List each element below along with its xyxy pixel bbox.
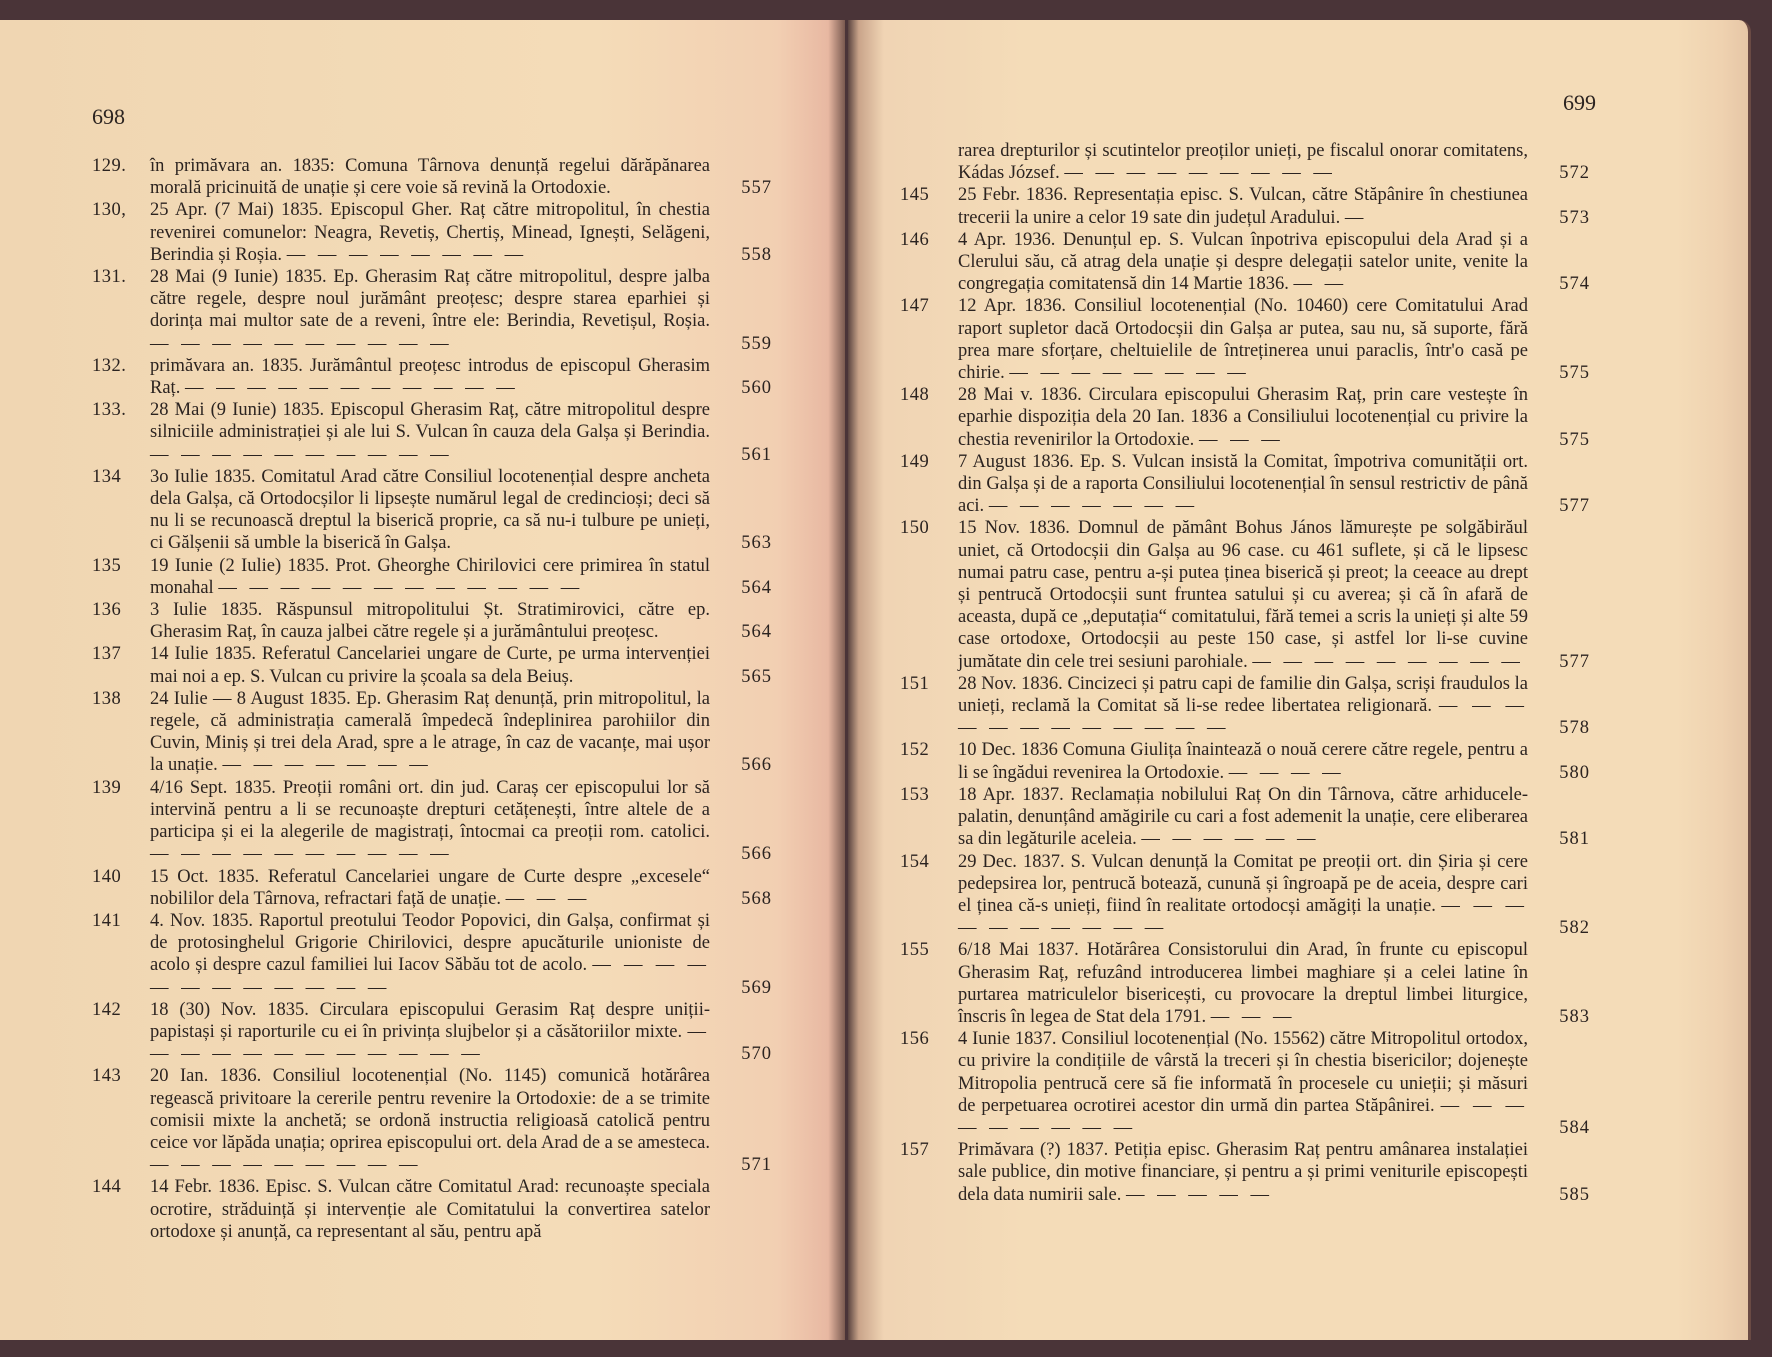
leader-dashes: — — — — — — — — — — xyxy=(958,895,1529,939)
entry-body xyxy=(958,229,1590,296)
page-reference: 577 xyxy=(1559,496,1590,517)
page-reference: 565 xyxy=(741,666,772,687)
page-number: 698 xyxy=(92,104,125,129)
entry-number: 137 xyxy=(92,644,122,665)
entry-text: 18 (30) Nov. 1835. Circulara episcopului Gerasim Raț despre uniții-papistași și raporturile cu ei în privința slujbelor și a căsătoriilor mixte. xyxy=(150,999,710,1042)
list-item xyxy=(92,155,772,199)
entry-number: 131. xyxy=(92,267,127,288)
list-item xyxy=(92,1176,772,1243)
entry-body xyxy=(958,939,1590,1028)
entry-text: 14 Iulie 1835. Referatul Cancelariei ungare de Curte, pe urma intervenției mai noi a ep. S. Vulcan cu privire la școala sa dela Beiuș. xyxy=(150,644,710,687)
leader-dashes: — — — xyxy=(505,888,591,909)
entry-text: 4. Nov. 1835. Raportul preotului Teodor Popovici, din Galșa, confirmat și de protosinghelul Grigorie Chirilovici, despre apucăturile unioniste de acolo și despre cazul familiei lui Iacov Săbău tot de acolo. xyxy=(150,910,710,976)
leader-dashes: — — — — xyxy=(1228,762,1345,783)
leader-dashes: — — — — — — xyxy=(1141,829,1320,850)
leader-dashes: — — — — — — — — — — — — xyxy=(150,1021,711,1065)
list-item xyxy=(92,355,772,399)
leader-dashes: — — — — — — — — — — — — xyxy=(958,696,1529,739)
entry-text: 28 Mai (9 Iunie) 1835. Ep. Gherasim Raț către mitropolitul, despre jalba către regele, despre noul jurământ preoțesc; despre starea eparhiei și dorința mai multor sate de a reveni, între ele: Berindia, Revetișul, Roșia. xyxy=(150,267,710,332)
entry-text: primăvara an. 1835. Jurământul preoțesc introdus de episcopul Gherasim Raț. xyxy=(150,355,710,399)
entry-number: 132. xyxy=(92,355,127,376)
list-item xyxy=(900,184,1590,228)
entry-body xyxy=(150,155,772,199)
leader-dashes: — — — — — xyxy=(1125,1184,1273,1205)
page-reference: 572 xyxy=(1559,163,1590,184)
leader-dashes: — — — — — — — — — — xyxy=(150,844,453,865)
page-reference: 584 xyxy=(1559,1117,1590,1138)
entry-body xyxy=(958,384,1590,451)
list-item xyxy=(900,295,1590,384)
entry-body xyxy=(150,266,772,355)
entry-number: 156 xyxy=(900,1029,930,1050)
entry-number: 139 xyxy=(92,777,122,798)
list-item xyxy=(92,866,772,910)
entry-text: 28 Nov. 1836. Cincizeci și patru capi de familie din Galșa, scriși fraudulos la unieți, reclamă la Comitat să li-se redee libertatea religionară. xyxy=(958,673,1528,717)
page-reference: 566 xyxy=(741,844,772,865)
entry-body xyxy=(958,1028,1590,1139)
entry-number: 142 xyxy=(92,999,122,1020)
entry-body xyxy=(958,517,1590,672)
entry-body xyxy=(150,1176,772,1243)
entry-text: rarea drepturilor și scutintelor preoților unieți, pe fiscalul onorar comitatens, Kádas József. xyxy=(958,141,1528,184)
page-reference: 559 xyxy=(741,333,772,354)
page-reference: 578 xyxy=(1559,718,1590,739)
list-item xyxy=(900,784,1590,851)
entry-number: 129. xyxy=(92,156,127,176)
entry-text: 3o Iulie 1835. Comitatul Arad către Consiliul locotenențial despre ancheta dela Galșa, că Ortodocșilor li lipsește numărul legal de credincioși; deci să nu li se recunoască dreptul la biserică proprie, ca să nu-i tulbure pe unieți, ci Gălșenii să umble la biserică în Galșa. xyxy=(150,466,710,554)
left-page xyxy=(0,20,845,1340)
list-item xyxy=(900,229,1590,296)
entry-number: 143 xyxy=(92,1066,122,1087)
entry-text: 4/16 Sept. 1835. Preoții români ort. din jud. Caraș cer episcopului lor să intervină pentru a li se recunoaște drepturi cetățenești, între altele de a participa și ei la alegerile de magistrați, întocmai ca preoții rom. catolici. xyxy=(150,777,710,843)
leader-dashes: — — — — — — — — xyxy=(1009,363,1250,384)
entry-text: 4 Iunie 1837. Consiliul locotenențial (No. 15562) către Mitropolitul ortodox, cu privire la condițiile de vârstă la treceri și în chestia bisericilor; dojenește Mitropolia pentrucă cere să fie informată în procesele cu unieții; și măsuri de perpetuarea ocrotirei acestor din urmă din partea Stăpânirei. xyxy=(958,1029,1528,1116)
list-item xyxy=(92,266,772,355)
entry-text: 6/18 Mai 1837. Hotărârea Consistorului din Arad, în frunte cu episcopul Gherasim Raț, refuzând introducerea limbei maghiare și a celei latine în purtarea matriculelor bisericești, cu provocare la dreptul limbei liturgice, înscris în legea de Stat dela 1791. xyxy=(958,940,1528,1027)
page-reference: 573 xyxy=(1559,207,1590,228)
list-item xyxy=(92,1065,772,1176)
entry-text: 15 Nov. 1836. Domnul de pământ Bohus János lămurește pe solgăbirăul uniet, că Ortodocșii din Galșa au 96 case. cu 461 suflete, și că le lipsesc numai patru case, pentru a-și putea ținea biserică și preot; la ceeace au drept și pentrucă Ortodocșii sunt fruntea satului și cu averea; și că în afară de aceasta, după ce „deputația“ comitatului, fără temei a scris la unieți și alte 59 case ortodoxe, Ortodocșii au peste 150 case, și astfel lor li-se cuvine jumătate din cele trei sesiuni parohiale. xyxy=(958,518,1528,672)
list-item xyxy=(92,555,772,599)
entry-number: 134 xyxy=(92,466,122,487)
leader-dashes: — — — — — — — xyxy=(988,496,1199,517)
page-reference: 583 xyxy=(1559,1006,1590,1027)
page-reference: 569 xyxy=(741,977,772,998)
list-item xyxy=(92,910,772,999)
page-reference: 566 xyxy=(741,755,772,776)
list-item xyxy=(92,777,772,866)
leader-dashes: — — — xyxy=(1210,1006,1296,1027)
list-item xyxy=(900,140,1590,184)
entry-body xyxy=(150,866,772,910)
page-number: 699 xyxy=(1563,90,1596,115)
leader-dashes: — — — — — — — xyxy=(222,755,432,776)
entry-text: 10 Dec. 1836 Comuna Giulița înaintează o nouă cerere către regele, pentru a li se îngădui revenirea la Ortodoxie. xyxy=(958,740,1528,783)
entry-number: 150 xyxy=(900,518,930,539)
leader-dashes: — — — — — — — — — xyxy=(1064,163,1336,184)
entry-body xyxy=(150,910,772,999)
list-item xyxy=(92,399,772,466)
leader-dashes: — — — — — — — — — — xyxy=(150,444,453,465)
entry-text: 4 Apr. 1936. Denunțul ep. S. Vulcan înpotriva episcopului dela Arad și a Clerului său, că atrag dela unație și despre delegații satelor unite, venite la congregația comitatensă din 14 Martie 1836. xyxy=(958,229,1528,295)
entry-body xyxy=(150,999,772,1066)
entry-body xyxy=(150,688,772,777)
entry-text: 7 August 1836. Ep. S. Vulcan insistă la Comitat, împotriva comunității ort. din Galșa și de a raporta Consiliului locotenențial în sensul restrictiv de până aci. xyxy=(958,451,1528,517)
entry-list xyxy=(900,140,1590,1206)
entry-body xyxy=(150,399,772,466)
page-reference: 575 xyxy=(1559,429,1590,450)
list-item xyxy=(900,384,1590,451)
list-item xyxy=(900,517,1590,672)
entry-text: 29 Dec. 1837. S. Vulcan denunță la Comitat pe preoții ort. din Șiria și cere pedepsirea lor, pentrucă botează, cunună și îngroapă pe de aceia, despre cari el ținea că-s unieți, fiind în realitate ortodocși amăgiți la unație. xyxy=(958,851,1528,916)
entry-number: 148 xyxy=(900,385,930,406)
entry-number: 138 xyxy=(92,688,122,709)
entry-text: în primăvara an. 1835: Comuna Târnova denunță regelui dărăpănarea morală pricinuită de unație și cere voie să revină la Ortodoxie. xyxy=(150,156,710,199)
entry-body xyxy=(958,140,1590,184)
list-item xyxy=(92,199,772,266)
list-item xyxy=(900,1028,1590,1139)
entry-number: 149 xyxy=(900,451,930,472)
leader-dashes: — — — — — — — — xyxy=(286,244,528,265)
leader-dashes: — xyxy=(1344,207,1368,228)
page-reference: 581 xyxy=(1559,829,1590,850)
leader-dashes: — — xyxy=(1293,274,1348,295)
entry-number: 136 xyxy=(92,600,122,621)
leader-dashes: — — — — — — — — — xyxy=(1252,651,1524,672)
leader-dashes: — — — — — — — — — — — — xyxy=(218,577,584,598)
page-reference: 582 xyxy=(1559,918,1590,939)
entry-body xyxy=(958,295,1590,384)
list-item xyxy=(92,599,772,643)
entry-body xyxy=(150,1065,772,1176)
entry-number: 157 xyxy=(900,1140,930,1161)
entry-number: 135 xyxy=(92,555,122,576)
list-item xyxy=(900,851,1590,940)
right-page xyxy=(848,20,1751,1340)
entry-number: 130, xyxy=(92,200,127,221)
entry-text: 20 Ian. 1836. Consiliul locotenențial (No. 1145) comunică hotărârea regească privitoare la cererile pentru revenire la Ortodoxie: de a se trimite comisii mixte la anchetă; se ordonă instructia religioasă catolică pentru ceice vor lăpăda unația; oprirea episcopului ort. dela Arad de a se amesteca. xyxy=(150,1066,710,1153)
entry-body xyxy=(958,184,1590,228)
entry-body xyxy=(150,355,772,399)
leader-dashes: — — — — — — — — — xyxy=(958,1095,1529,1138)
page-reference: 580 xyxy=(1559,762,1590,783)
page-reference: 564 xyxy=(741,577,772,598)
page-reference: 585 xyxy=(1559,1184,1590,1205)
entry-number: 140 xyxy=(92,866,122,887)
entry-text: 12 Apr. 1836. Consiliul locotenențial (No. 10460) cere Comitatului Arad raport supletor dacă Ortodocșii din Galșa ar putea, sau nu, să suporte, fără prea mare sforțare, cheltuielile de întreținerea unui paraclis, într'o casă pe chirie. xyxy=(958,296,1528,384)
page-reference: 558 xyxy=(741,244,772,265)
leader-dashes: — — — — — — — — — — xyxy=(150,333,453,354)
list-item xyxy=(92,643,772,687)
entry-number: 154 xyxy=(900,851,930,872)
entry-text: 14 Febr. 1836. Episc. S. Vulcan către Comitatul Arad: recunoaște speciala ocrotire, străduință și intervenție ale Comitatului la convertirea satelor ortodoxe și anunță, ca representant al său, pentru apă xyxy=(150,1177,710,1242)
list-item xyxy=(900,451,1590,518)
page-reference: 571 xyxy=(741,1155,772,1176)
leader-dashes: — — — — — — — — — — — xyxy=(184,378,519,399)
entry-body xyxy=(150,777,772,866)
entry-body xyxy=(958,673,1590,740)
entry-text: Primăvara (?) 1837. Petiția episc. Gherasim Raț pentru amânarea instalației sale publice, din motive financiare, și pentru a și primi veniturile episcopești dela data numirii sale. xyxy=(958,1140,1528,1205)
leader-dashes: — — — xyxy=(1198,429,1284,450)
list-item xyxy=(900,939,1590,1028)
entry-body xyxy=(958,851,1590,940)
entry-body xyxy=(150,199,772,266)
entry-text: 18 Apr. 1837. Reclamația nobilului Raț On din Târnova, către arhiducele-palatin, denunțând amăgirile cu cari a fost ademenit la unație, cere eliberarea sa din legăturile aceleia. xyxy=(958,784,1528,850)
entry-text: 25 Apr. (7 Mai) 1835. Episcopul Gher. Raț către mitropolitul, în chestia revenirei comunelor: Neagra, Revetiș, Chertiș, Minead, Ignești, Selăgeni, Berindia și Roșia. xyxy=(150,200,710,265)
entry-number: 144 xyxy=(92,1177,122,1198)
entry-number: 133. xyxy=(92,400,127,421)
entry-number: 153 xyxy=(900,784,930,805)
page-reference: 568 xyxy=(741,888,772,909)
page-reference: 561 xyxy=(741,444,772,465)
entry-body xyxy=(150,643,772,687)
list-item xyxy=(92,466,772,555)
list-item xyxy=(900,739,1590,783)
entry-text: 28 Mai v. 1836. Circulara episcopului Gherasim Raț, prin care vestește în eparhie dispoziția dela 20 Ian. 1836 a Consiliului locotenențial cu privire la chestia revenirilor la Ortodoxie. xyxy=(958,385,1528,450)
entry-body xyxy=(150,466,772,555)
entry-text: 15 Oct. 1835. Referatul Cancelariei ungare de Curte despre „excesele“ nobililor dela Târnova, refractari față de unație. xyxy=(150,866,710,909)
entry-body xyxy=(958,1139,1590,1206)
entry-number: 145 xyxy=(900,185,930,206)
list-item xyxy=(900,673,1590,740)
page-reference: 570 xyxy=(741,1044,772,1065)
entry-number: 152 xyxy=(900,740,930,761)
entry-body xyxy=(150,555,772,599)
entry-text: 25 Febr. 1836. Representația episc. S. Vulcan, către Stăpânire în chestiunea trecerii la unire a celor 19 sate din județul Aradului. xyxy=(958,185,1528,228)
entry-body xyxy=(958,739,1590,783)
entry-text: 3 Iulie 1835. Răspunsul mitropolitului Șt. Stratimirovici, către ep. Gherasim Raț, în cauza jalbei către regele și a jurământului preoțesc. xyxy=(150,600,710,643)
list-item xyxy=(900,1139,1590,1206)
entry-text: 24 Iulie — 8 August 1835. Ep. Gherasim Raț denunță, prin mitropolitul, la regele, că administrația camerală împedecă îndeplinirea parohiilor din Cuvin, Miniș și trei dela Arad, spre a le atrage, în caz de vacanțe, mai ușor la unație. xyxy=(150,688,710,776)
page-reference: 577 xyxy=(1559,651,1590,672)
book-spread xyxy=(0,20,1760,1340)
list-item xyxy=(92,688,772,777)
entry-body xyxy=(150,599,772,643)
page-reference: 575 xyxy=(1559,363,1590,384)
entry-number: 141 xyxy=(92,910,122,931)
entry-text: 28 Mai (9 Iunie) 1835. Episcopul Gherasim Raț, către mitropolitul despre silniciile administrației și ale lui S. Vulcan în cauza dela Galșa și Berindia. xyxy=(150,400,710,443)
entry-body xyxy=(958,451,1590,518)
page-reference: 564 xyxy=(741,622,772,643)
entry-number: 146 xyxy=(900,229,930,250)
page-reference: 560 xyxy=(741,378,772,399)
entry-text: 19 Iunie (2 Iulie) 1835. Prot. Gheorghe Chirilovici cere primirea în statul monahal xyxy=(150,555,710,598)
entry-list xyxy=(92,155,772,1243)
entry-number: 155 xyxy=(900,940,930,961)
page-reference: 574 xyxy=(1559,274,1590,295)
list-item xyxy=(92,999,772,1066)
leader-dashes: — — — — — — — — — — — — xyxy=(150,955,711,998)
page-reference: 557 xyxy=(741,178,772,199)
entry-body xyxy=(958,784,1590,851)
entry-number: 151 xyxy=(900,673,930,694)
leader-dashes: — — — — — — — — — xyxy=(150,1155,422,1176)
entry-number: 147 xyxy=(900,296,930,317)
page-reference: 563 xyxy=(741,533,772,554)
